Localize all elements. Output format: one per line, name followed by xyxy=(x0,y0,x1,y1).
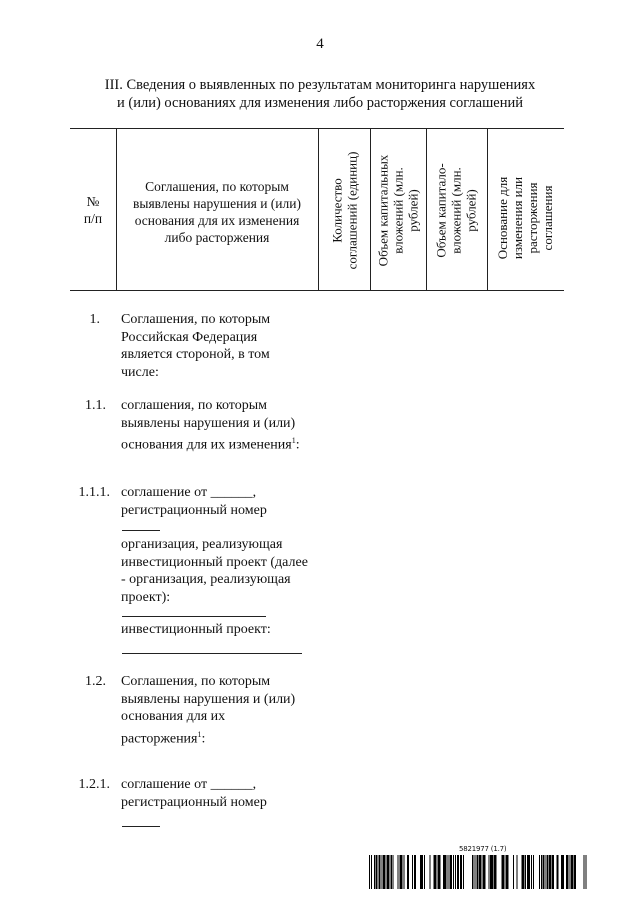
barcode-icon xyxy=(369,851,589,891)
row-number: 1.2.1. xyxy=(78,777,110,792)
row-number: 1.2. xyxy=(85,674,106,689)
section-title xyxy=(60,76,580,112)
registration-number-blank xyxy=(122,530,160,531)
header-agreements-count: Количество соглашений (единиц) xyxy=(329,151,359,270)
row-number: 1.1. xyxy=(85,398,106,413)
row-text: соглашение от ______, регистрационный номер xyxy=(121,485,267,518)
header-change-basis: Основание для изменения или расторжения соглашения xyxy=(495,176,555,260)
barcode xyxy=(369,845,589,891)
row-text-tail: : xyxy=(201,731,206,747)
table-top-border xyxy=(70,128,564,129)
header-number-symbol: № xyxy=(86,194,100,209)
row-text xyxy=(121,673,311,748)
table-header-bottom-border xyxy=(70,290,564,291)
row-text-body: соглашения, по которым выявлены нарушения и (или) основания для их изменения xyxy=(121,398,296,453)
row-number: 1. xyxy=(89,312,100,327)
row-text-body: Соглашения, по которым выявлены нарушения и (или) основания для их расторжения xyxy=(121,674,296,747)
row-text: соглашение от ______, регистрационный номер xyxy=(121,777,267,810)
header-agreements: Соглашения, по которым выявлены нарушения и (или) основания для их изменения либо расторжения xyxy=(133,179,301,245)
section-title-line-1: III. Сведения о выявленных по результатам мониторинга нарушениях xyxy=(104,77,536,93)
footnote-mark: 1 xyxy=(291,436,296,445)
column-divider xyxy=(116,128,117,291)
row-text: Соглашения, по которым Российская Федерация является стороной, в том числе: xyxy=(121,312,271,380)
row-text xyxy=(121,397,311,454)
header-capital-investments: Объем капитало-вложений (млн. рублей) xyxy=(433,163,479,258)
header-capital-volume: Объем капитальных вложений (млн. рублей) xyxy=(375,154,421,267)
column-divider xyxy=(487,128,488,291)
organization-blank xyxy=(122,616,266,617)
row-text: инвестиционный проект: xyxy=(121,622,271,637)
footnote-mark: 1 xyxy=(197,729,202,739)
row-number: 1.1.1. xyxy=(78,485,110,500)
page-number: 4 xyxy=(316,36,324,52)
barcode-caption: 5821977 (1.7) xyxy=(459,845,507,853)
row-text: организация, реализующая инвестиционный проект (далее - организация, реализующая проект): xyxy=(121,537,308,605)
header-number-abbr: п/п xyxy=(83,211,103,226)
section-title-line-2: и (или) основаниях для изменения либо расторжения соглашений xyxy=(117,95,523,111)
registration-number-blank xyxy=(122,826,160,827)
header-number-cell xyxy=(70,193,116,227)
row-text-tail: : xyxy=(295,437,300,453)
investment-project-blank xyxy=(122,653,302,654)
column-divider xyxy=(426,128,427,291)
